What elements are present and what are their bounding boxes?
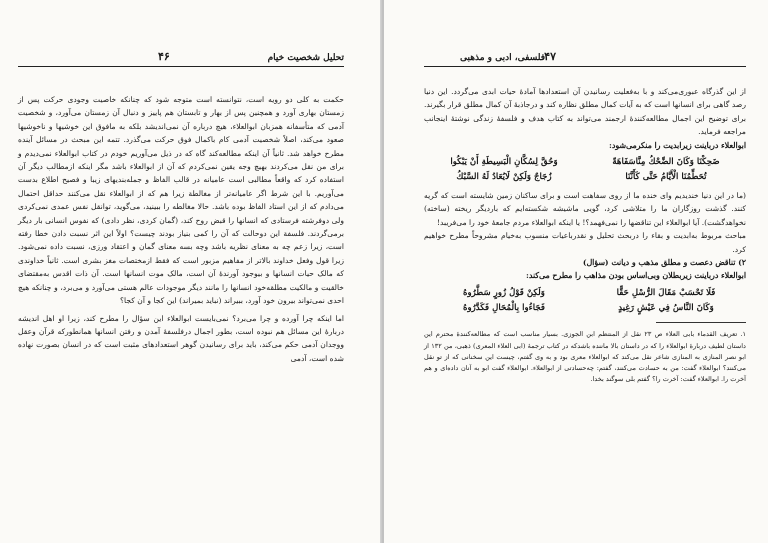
- left-paragraph-1: حکمت به کلی دو رویه است، نتوانسته است متوجه شود که چنانکه خاصیت وجودی حرکت پس از زمستان بهاری آورد و همچنین پس از بهار و تابستان هم پاییز و دنبال آن زمستان می‌آورد، و شخصیت آدمی که متأسفانه همزبان ابوالعلاء، هیچ درباره آن نمی‌اندیشد بلکه به مافوق این خوشیها و ناخوشیها صعود می‌کند، اصلاً شخصیت آدمی کام باکمال فوق حرکت می‌گذرد. تتمه این مبحث در مسائل آینده مطرح خواهد شد. ثانیاً آن اینکه مطالعه‌کند گاه که در ذیل می‌آوریم خودم در کتاب ابوالعلاء نمی‌دیدم و برای من نقل می‌کردند بهیچ وجه یقین نمی‌کردم که آن از ابوالعلاء باشد مگر اینکه ازمطالب دیگر آن استفاده کرد که واقعاً مطالبی است عامیانه در قالب الفاظ و جمله‌بندیهای زیبا و فصیح اطلاع بدست می‌آوریم. با این شرط اگر عامیانه‌تر از مغالطة زیرا هم که از ابوالعلاء نقل می‌کنند حداقل احتمال می‌دادم که از این استاد الفاظ بوده باشد. حالا مغالطه را ببینید، می‌گوید، توانقل نفس عمدی نمی‌کردی ولی دوفرشته فرستادی که انسانها را قبض روح کند، (گمان کردی، نظر دادی) که نفوس انسانی بار دیگر برمی‌گردند. فلسفة این دوحالت که آن را کمی بنیاز بودند چیست؟ اولاً این اثر نسبت دادن خطا رفته است، زیرا زعم چه به معنای نظریه باشد وچه بسه معنای گمان و اعتقاد ورزی، نسبت داده نمی‌شود. زیرا قول وفعل خداوند بالاتر از مفاهیم مزبور است که فقط ازمختصات مغز بشری است. ثانیاً خداوندی که مالک حیات انسانها و بیوجود آورندۀ آن است، مالک موت انسانها است. آن ذات اقدس به‌مقتضای خالقیت و مالکیت مطلقه‌خود انسانها را مانند دیگر موجودات عالم هستی می‌آورد و می‌برد، و چنانکه هیچ احدی نمی‌تواند بیرون خود آورد، ببیراند (نباید بمیراند) این کجا و آن کجا؟: [18, 95, 344, 306]
- left-running-title: تحلیل شخصیت خیام: [267, 53, 344, 63]
- left-page-body: [18, 93, 344, 365]
- poem-2-verse-2a: وَكَانَ النَّاسُ فِي عَيْشٍ رَغِيدٍ: [618, 302, 714, 313]
- poem-2-verse-1b: وَلَكِنْ قَوْلُ زُورٍ سَطَّرُوهُ: [463, 287, 545, 298]
- poem-1-translation: (ما در این دنیا خندیدیم وای خنده ما از روی سفاهت است و برای ساکنان زمین شایسته است که گریه کنند. گذشت روزگاران ما را متلاشی کرد، گویی ماشیشه شکسته‌ایم که باردیگر ریخته (ساخته) نخواهدگشت). آیا ابوالعلاء این تناقضها را نمی‌فهمد؟! یا اینکه ابوالعلاء مردم جامعۀ خود را می‌فریبد!: [424, 191, 746, 227]
- poem-1-verse-2a: تُحَطِّمُنَا الْأَيَّامُ حَتَّى كَأَنَّنَا: [625, 172, 707, 183]
- poem-2-verse-1a: فَلَا تَحْسَبْ مَقَالَ الرُّسْلِ حَقًّا: [616, 287, 716, 298]
- right-page-number: ۴۷: [544, 50, 556, 63]
- poem-1-verse-1a: ضَحِكْنَا وَكَانَ الضِّحْكُ مِنَّاسَفَاهَةً: [612, 157, 720, 168]
- poem-1: [434, 155, 736, 185]
- poem-2-heading: ابوالعلاء درباینت زیربطلان وبی‌اساس بودن مذاهب را مطرح می‌کند:: [525, 271, 746, 281]
- right-page: [384, 0, 768, 543]
- left-page: [0, 0, 382, 543]
- right-intro-paragraph: از این گذرگاه عبوری‌می‌کند و با به‌فعلیت رسانیدن آن استعدادها آمادۀ حیات ابدی می‌گردد. این دنیا رصد گاهی برای انسانها است که به آیات کمال مطلق نظاره کند و درجاذبۀ آن کمال مطلق قرار بگیرند. برای توضیح این اجمال مطالعه‌کنندۀ ارجمند می‌تواند به کتاب هدف و فلسفۀ زندگی نوشتۀ اینجانب مراجعه فرماید.: [424, 87, 746, 137]
- section-heading: ۲) تناقض دعصت و مطلق مذهب و دیانت (سؤال): [582, 258, 746, 268]
- left-page-number: ۴۶: [158, 50, 170, 63]
- footnote: ۱. تعریف القدماء بابی العلاء ص ۲۳ نقل از المنتظم ابن الجوزی. بسیار مناسب است که مطالعه‌کنندۀ محترم این داستان لطیف دربارۀ ابوالعلاء را که در داستان بالا ماننده باشدکه در کتاب ترجمۀ (ابی العلاء المعری) ذهبی، من ۱۳۲ از ابو نصر المنازی به المنازی شاعر نقل می‌کند که ابوالعلاء معری بود و به وی گفتم، چیست این سخنانی که از تو نقل می‌کنند؟ ابوالعلاء گفت: من به حسادت می‌کنند، گفتم: چه‌حسادتی از ابوالعلاء. ابوالعلاء گفت ابو به آنان داده‌ای و هم آخرت را. ابوالعلاء گفت: آخرت را؟ گفتم بلی سوگند بخدا.: [424, 330, 746, 384]
- poem-2-verse-2b: فَجَاءُوا بِالْمُحَالِ فَكَدَّرُوهُ: [462, 302, 545, 313]
- left-paragraph-2: اما اینکه چرا آورده و چرا می‌برد؟ نمی‌بایست ابوالعلاء این سؤال را مطرح کند، زیرا او اهل اندیشه دربارۀ این مسائل هم نبوده است، بطور اجمال درفلسفۀ آمدن و رفتن انسانها همانطورکه قرآن وعقل ووجدان آدمی حکم می‌کند، باید برای رسانیدن گوهر استعدادهای مثبت است که در انسان بصورت نهاده شده است، آدمی: [18, 313, 344, 363]
- right-page-body: [424, 85, 746, 316]
- right-running-title: فلسفی، ادبی و مذهبی: [460, 53, 546, 63]
- footnote-divider: [424, 322, 746, 323]
- poem-1-heading: ابوالعلاء درباینت زیرابدیت را منکرمی‌شود:: [609, 140, 746, 150]
- right-running-head: [424, 46, 746, 67]
- poem-1-verse-2b: زُجَاجٌ وَلَكِنْ لَايُعَادُ لَهُ السَّبْكُ: [456, 172, 552, 183]
- left-running-head: [18, 46, 344, 67]
- poem-2: [434, 286, 736, 316]
- poem-1-verse-1b: وَحُقَّ لِسُكَّانِ الْبَسِيطَةِ أَنْ يَبْكُوا: [450, 157, 558, 168]
- abadiyat-note: مباحث مربوط به‌ابدیت و بقاء را دربحث تحلیل و نقدرباعیات منسوب به‌خیام مشروحاً مطرح خواهیم کرد.: [424, 231, 746, 254]
